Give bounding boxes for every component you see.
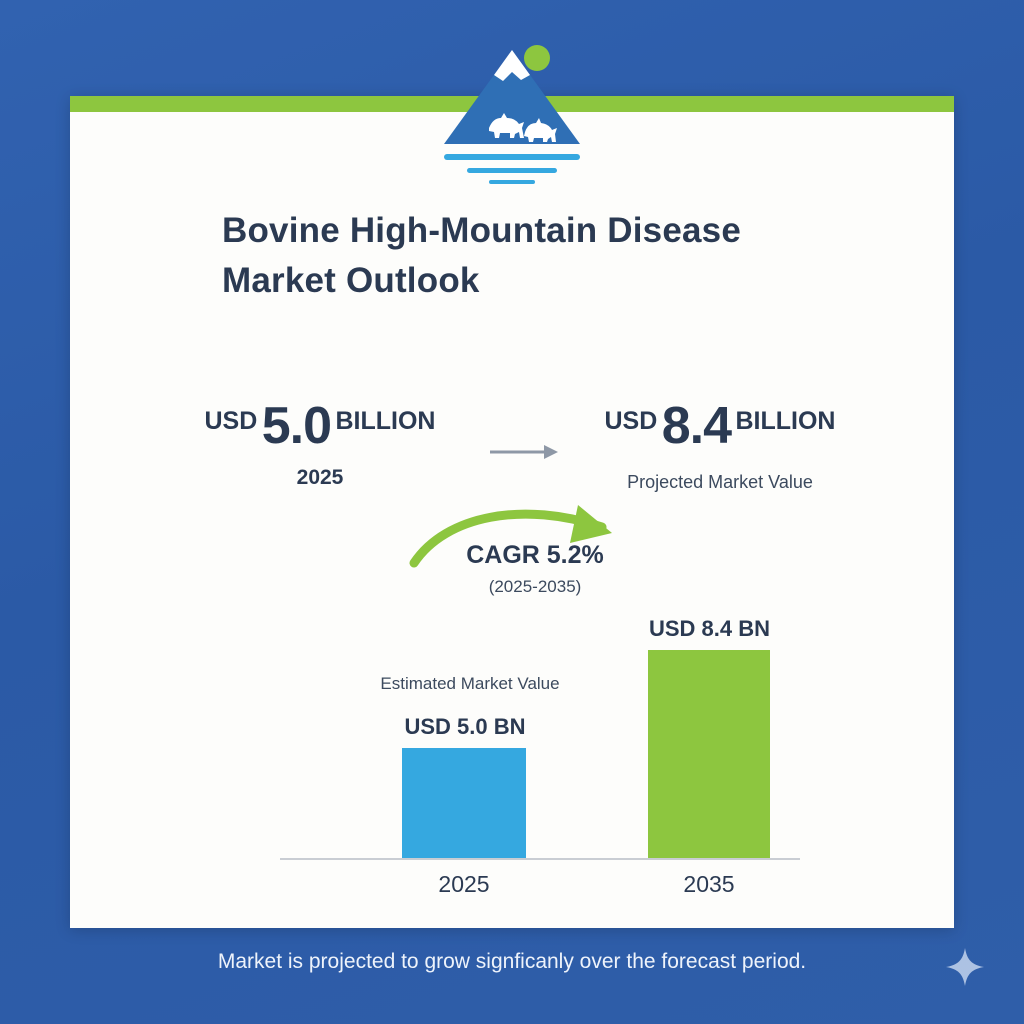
stat-base-currency: USD [204,407,258,435]
stat-projected-caption: Projected Market Value [627,472,813,492]
stat-base-value [170,396,470,490]
page-title: Bovine High-Mountain Disease Market Outlook [222,211,741,300]
bar-tick-2035: 2035 [683,871,735,897]
footer-note: Market is projected to grow signficanly over the forecast period. [217,950,807,973]
bar-tick-2025: 2025 [438,871,490,897]
arrow-right-icon [488,442,560,462]
bar-value-label-2025: USD 5.0 BN [404,714,526,739]
stat-base-caption: 2025 [296,466,344,489]
bar-2025 [402,748,526,858]
stat-projected-value [560,396,880,493]
stat-projected-number: 8.4 [661,397,732,455]
stat-base-number: 5.0 [261,397,332,455]
stat-base-unit: BILLION [335,407,436,435]
cagr-label: CAGR 5.2% [466,541,604,569]
chart-baseline-axis [280,858,800,860]
stat-projected-currency: USD [604,407,658,435]
stat-projected-unit: BILLION [735,407,836,435]
bar-2035 [648,650,770,858]
market-value-bar-chart [220,612,840,912]
bar-value-label-2035: USD 8.4 BN [648,616,771,641]
mountain-cattle-logo-icon [397,36,627,186]
sparkle-icon [944,946,986,988]
content-card [70,96,954,928]
chart-annotation: Estimated Market Value [380,674,560,693]
cagr-period: (2025-2035) [488,577,582,596]
